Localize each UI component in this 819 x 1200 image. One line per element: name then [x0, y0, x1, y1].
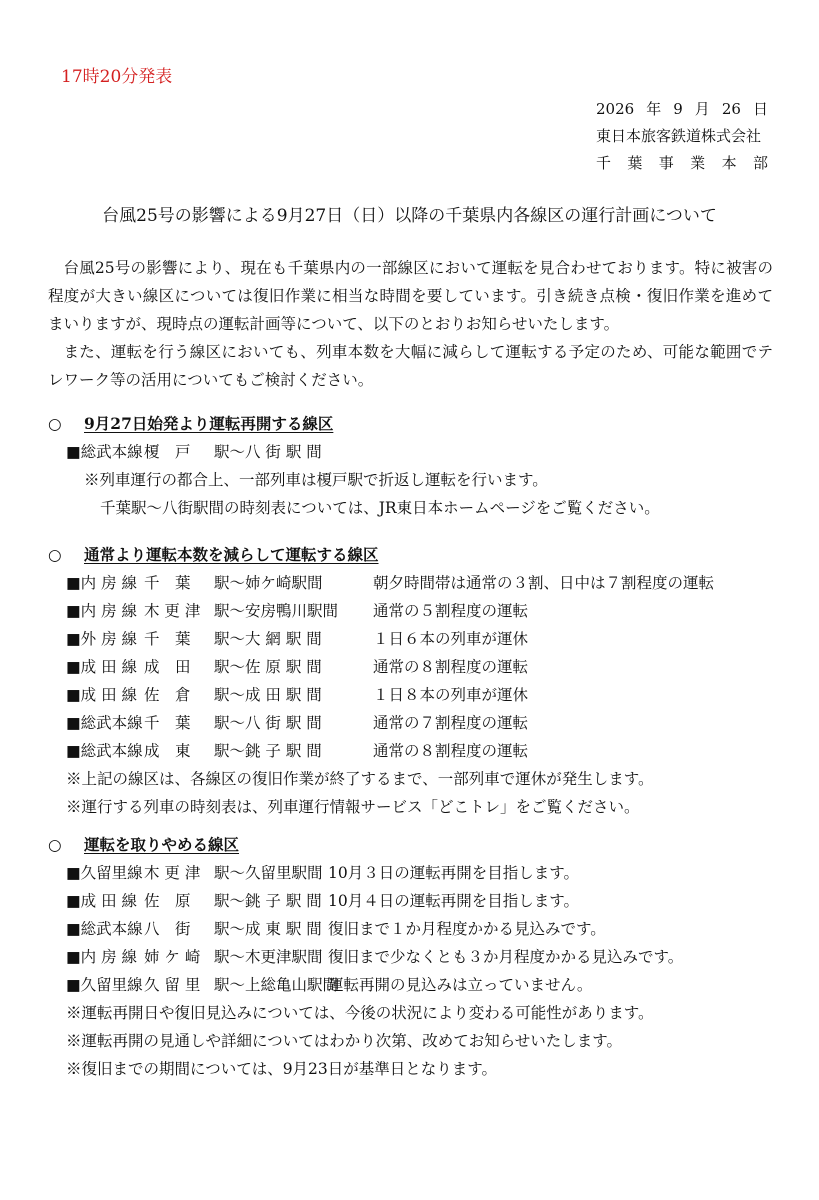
note: ※復旧までの期間については、9月23日が基準日となります。 — [66, 1060, 498, 1078]
segment-to: 駅～大 網 駅 間 — [214, 630, 322, 648]
segment-from: 佐 倉 — [144, 686, 191, 704]
segment-to: 駅～成 田 駅 間 — [214, 686, 322, 704]
line-row — [48, 625, 714, 653]
line-name: ■成 田 線 — [66, 658, 137, 676]
note: ※上記の線区は、各線区の復旧作業が終了するまで、一部列車で運休が発生します。 — [66, 770, 654, 788]
segment-to: 駅～銚 子 駅 間 — [214, 742, 322, 760]
segment-from: 千 葉 — [144, 714, 191, 732]
section-heading — [48, 541, 714, 569]
operation-status: 通常の７割程度の運転 — [373, 714, 529, 732]
department-name — [596, 150, 768, 177]
segment-from: 八 街 — [144, 920, 191, 938]
section-heading-text: 9月27日始発より運転再開する線区 — [84, 414, 334, 433]
line-name: ■総武本線 — [66, 443, 143, 461]
line-row — [48, 887, 683, 915]
line-name: ■総武本線 — [66, 714, 143, 732]
date-month: 9 — [673, 100, 683, 118]
segment-to: 駅～木更津駅間 — [214, 948, 323, 966]
segment-from: 千 葉 — [144, 630, 191, 648]
dept-char: 部 — [752, 154, 768, 172]
section-resume — [48, 410, 660, 522]
recovery-status: 復旧まで１か月程度かかる見込みです。 — [328, 920, 606, 938]
line-name: ■内 房 線 — [66, 574, 137, 592]
note: ※運転再開の見通しや詳細についてはわかり次第、改めてお知らせいたします。 — [66, 1032, 622, 1050]
segment-from: 木 更 津 — [144, 864, 201, 882]
intro-text — [48, 254, 773, 394]
segment-to: 駅～八 街 駅 間 — [214, 714, 322, 732]
line-row — [48, 915, 683, 943]
section-heading-text: 通常より運転本数を減らして運転する線区 — [84, 545, 379, 564]
line-name: ■内 房 線 — [66, 602, 137, 620]
circle-icon: ○ — [48, 836, 62, 854]
note: 千葉駅～八街駅間の時刻表については、JR東日本ホームページをご覧ください。 — [100, 499, 660, 517]
recovery-status: 運転再開の見込みは立っていません。 — [328, 976, 593, 994]
section-heading — [48, 410, 660, 438]
segment-to: 駅～安房鴨川駅間 — [214, 602, 339, 620]
segment-from: 姉 ケ 崎 — [144, 948, 201, 966]
intro-paragraph: また、運転を行う線区においても、列車本数を大幅に減らして運転する予定のため、可能な範囲でテレワーク等の活用についてもご検討ください。 — [48, 343, 773, 389]
line-row — [48, 943, 683, 971]
operation-status: 通常の８割程度の運転 — [373, 658, 529, 676]
line-name: ■総武本線 — [66, 920, 143, 938]
circle-icon: ○ — [48, 415, 62, 433]
line-name: ■久留里線 — [66, 864, 143, 882]
line-row — [48, 569, 714, 597]
note: ※運行する列車の時刻表は、列車運行情報サービス「どこトレ」をご覧ください。 — [66, 798, 640, 816]
line-name: ■外 房 線 — [66, 630, 137, 648]
segment-from: 木 更 津 — [144, 602, 201, 620]
date-day-unit: 日 — [752, 100, 768, 118]
segment-to: 駅～成 東 駅 間 — [214, 920, 322, 938]
issuer-block — [596, 96, 768, 177]
line-name: ■内 房 線 — [66, 948, 137, 966]
segment-from: 榎 戸 — [144, 443, 191, 461]
segment-from: 成 東 — [144, 742, 191, 760]
dept-char: 本 — [721, 154, 737, 172]
section-heading — [48, 831, 683, 859]
operation-status: 朝夕時間帯は通常の３割、日中は７割程度の運転 — [373, 574, 715, 592]
operation-status: １日８本の列車が運休 — [373, 686, 529, 704]
dept-char: 千 — [596, 154, 612, 172]
section-heading-text: 運転を取りやめる線区 — [84, 835, 240, 854]
issue-date — [596, 96, 768, 123]
operation-status: 通常の５割程度の運転 — [373, 602, 529, 620]
section-suspended — [48, 831, 683, 1083]
date-day: 26 — [721, 100, 741, 118]
line-name: ■総武本線 — [66, 742, 143, 760]
dept-char: 事 — [658, 154, 674, 172]
line-name: ■久留里線 — [66, 976, 143, 994]
section-reduced — [48, 541, 714, 821]
recovery-status: 10月３日の運転再開を目指します。 — [328, 864, 579, 882]
line-row — [48, 859, 683, 887]
segment-from: 千 葉 — [144, 574, 191, 592]
operation-status: １日６本の列車が運休 — [373, 630, 529, 648]
recovery-status: 10月４日の運転再開を目指します。 — [328, 892, 579, 910]
intro-paragraph: 台風25号の影響により、現在も千葉県内の一部線区において運転を見合わせております。特に被害の程度が大きい線区については復旧作業に相当な時間を要しています。引き続き点検・復旧作業を進めてまいりますが、現時点の運転計画等について、以下のとおりお知らせいたします。 — [48, 259, 773, 333]
date-month-unit: 月 — [694, 100, 710, 118]
date-year: 2026 — [596, 100, 635, 118]
line-row — [48, 709, 714, 737]
circle-icon: ○ — [48, 546, 62, 564]
line-row — [48, 597, 714, 625]
date-year-unit: 年 — [646, 100, 662, 118]
line-row — [48, 438, 660, 466]
line-name: ■成 田 線 — [66, 892, 137, 910]
recovery-status: 復旧まで少なくとも３か月程度かかる見込みです。 — [328, 948, 684, 966]
segment-to: 駅～佐 原 駅 間 — [214, 658, 322, 676]
operation-status: 通常の８割程度の運転 — [373, 742, 529, 760]
segment-to: 駅～久留里駅間 — [214, 864, 323, 882]
release-time: 17時20分発表 — [61, 67, 173, 87]
note: ※運転再開日や復旧見込みについては、今後の状況により変わる可能性があります。 — [66, 1004, 654, 1022]
segment-from: 成 田 — [144, 658, 191, 676]
segment-to: 駅～八 街 駅 間 — [214, 443, 322, 461]
segment-to: 駅～上総亀山駅間 — [214, 976, 339, 994]
line-row — [48, 653, 714, 681]
company-name: 東日本旅客鉄道株式会社 — [596, 127, 762, 145]
note: ※列車運行の都合上、一部列車は榎戸駅で折返し運転を行います。 — [84, 471, 548, 489]
segment-to: 駅～姉ケ崎駅間 — [214, 574, 323, 592]
document-title: 台風25号の影響による9月27日（日）以降の千葉県内各線区の運行計画について — [102, 206, 717, 226]
segment-to: 駅～銚 子 駅 間 — [214, 892, 322, 910]
dept-char: 葉 — [627, 154, 643, 172]
dept-char: 業 — [690, 154, 706, 172]
line-name: ■成 田 線 — [66, 686, 137, 704]
line-row — [48, 681, 714, 709]
segment-from: 久 留 里 — [144, 976, 201, 994]
segment-from: 佐 原 — [144, 892, 191, 910]
line-row — [48, 971, 683, 999]
line-row — [48, 737, 714, 765]
